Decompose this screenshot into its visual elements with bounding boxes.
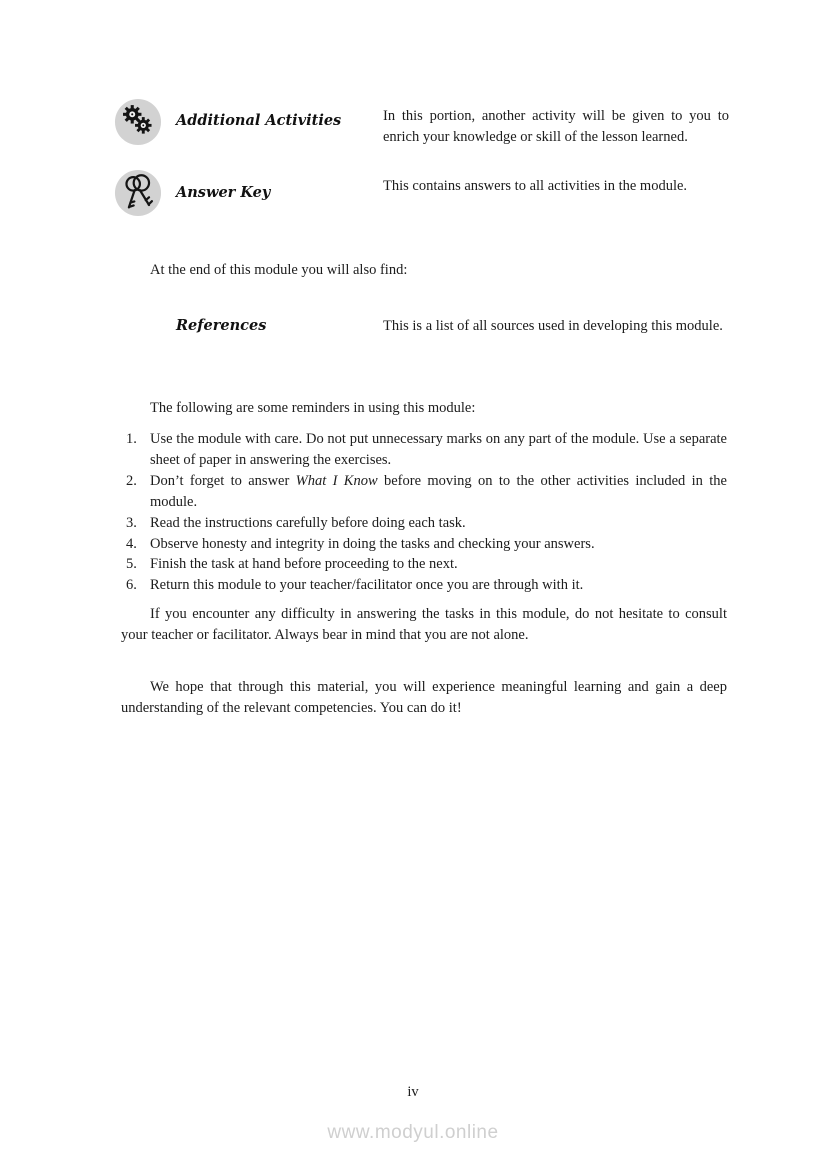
answer-key-label: Answer Key [176, 184, 271, 201]
watermark-text: www.modyul.online [327, 1122, 499, 1143]
additional-activities-description: In this portion, another activity will be given to you to enrich your knowledge or skill of the lesson learned. [383, 108, 729, 145]
hope-paragraph: We hope that through this material, you will experience meaningful learning and gain a deep understanding of the relevant competencies. You can do it! [121, 679, 727, 716]
reminder-text [150, 429, 727, 471]
reminder-text-segment: Don’t forget to answer [150, 472, 296, 489]
reminder-number: 6. [126, 577, 137, 594]
references-description: This is a list of all sources used in developing this module. [383, 318, 723, 334]
reminder-number: 2. [126, 472, 137, 489]
reminder-number: 4. [126, 535, 137, 552]
find-intro-text: At the end of this module you will also find: [150, 262, 408, 278]
reminder-text [150, 513, 727, 534]
reminder-text-segment: before moving on to the other activities included in the module. [150, 472, 727, 510]
reminder-number: 3. [126, 514, 137, 531]
reminder-text-segment: Read the instructions carefully before doing each task. [150, 514, 466, 531]
reminder-text [150, 575, 727, 596]
reminder-text-segment: Use the module with care. Do not put unnecessary marks on any part of the module. Use a separate sheet of paper in answering the exercises. [150, 431, 727, 468]
references-label: References [176, 317, 267, 334]
answer-key-description: This contains answers to all activities in the module. [383, 178, 688, 194]
reminder-text [150, 534, 727, 555]
additional-activities-label: Additional Activities [176, 112, 342, 129]
reminder-text [150, 471, 727, 513]
reminder-item-2 [121, 471, 727, 513]
difficulty-paragraph: If you encounter any difficulty in answering the tasks in this module, do not hesitate to consult your teacher or facilitator. Always bear in mind that you are not alone. [121, 606, 727, 643]
reminder-text-segment: Finish the task at hand before proceeding to the next. [150, 556, 458, 573]
gears-icon [114, 98, 162, 146]
reminder-text [150, 554, 727, 575]
reminder-text-segment: Observe honesty and integrity in doing the tasks and checking your answers. [150, 535, 595, 552]
reminder-item-3 [121, 513, 727, 534]
reminder-text-italic: What I Know [295, 472, 378, 489]
reminders-list [121, 429, 727, 596]
reminders-intro-text: The following are some reminders in using this module: [150, 400, 476, 416]
reminder-item-1 [121, 429, 727, 471]
reminder-item-4 [121, 534, 727, 555]
keys-icon [114, 169, 162, 217]
reminder-number: 5. [126, 556, 137, 573]
reminder-item-5 [121, 554, 727, 575]
reminder-number: 1. [126, 431, 137, 447]
reminder-item-6 [121, 575, 727, 596]
reminder-text-segment: Return this module to your teacher/facilitator once you are through with it. [150, 577, 584, 594]
page-number: iv [407, 1084, 419, 1100]
